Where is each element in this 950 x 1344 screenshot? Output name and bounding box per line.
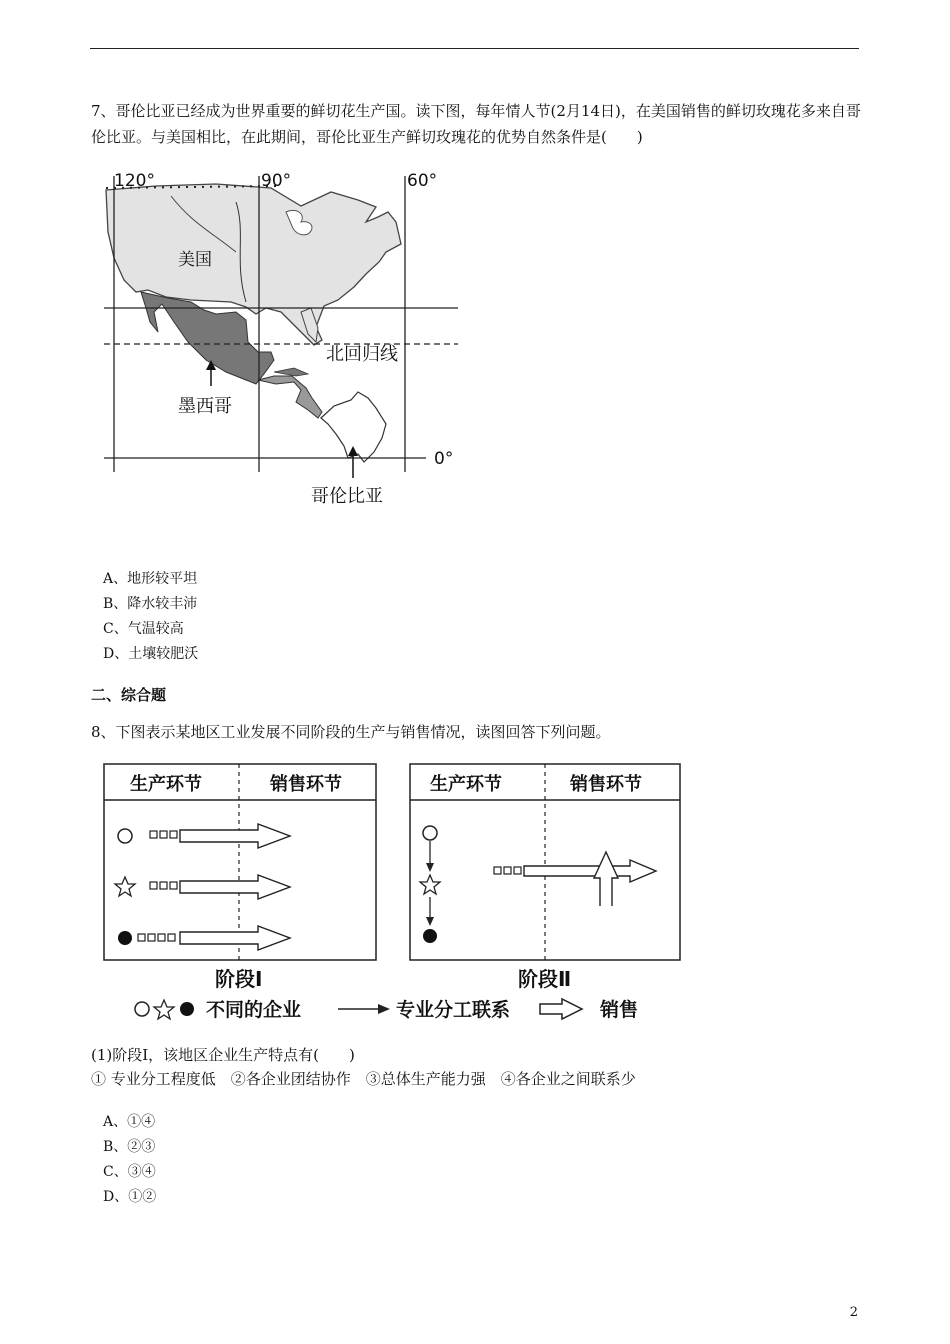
legend-enterprises: 不同的企业 — [206, 999, 302, 1021]
legend-link: 专业分工联系 — [396, 999, 511, 1021]
lon-120-label: 120° — [114, 171, 155, 191]
header-rule — [90, 48, 859, 49]
q8-option-a: A、①④ — [103, 1114, 156, 1130]
q8-option-d: D、①② — [103, 1189, 157, 1205]
mexico-label: 墨西哥 — [178, 396, 232, 417]
lon-60-label: 60° — [407, 171, 438, 191]
section-heading: 二、综合题 — [91, 686, 167, 704]
question-7-text: 7、哥伦比亚已经成为世界重要的鲜切花生产国。读下图，每年情人节(2月14日)，在美国销售的鲜切玫瑰花多来自哥伦比亚。与美国相比，在此期间，哥伦比亚生产鲜切玫瑰花的优势自然条件是( ) — [91, 102, 861, 146]
colombia-label: 哥伦比亚 — [311, 486, 383, 507]
q8-option-c: C、③④ — [103, 1164, 156, 1180]
q7-option-c: C、气温较高 — [103, 621, 184, 637]
lat-0-label: 0° — [434, 449, 454, 469]
stage2-sales-header: 销售环节 — [570, 774, 642, 795]
stage1-sales-header: 销售环节 — [270, 774, 342, 795]
tropic-label: 北回归线 — [326, 344, 398, 365]
lon-90-label: 90° — [261, 171, 292, 191]
legend-sale: 销售 — [600, 999, 639, 1021]
stage2-production-header: 生产环节 — [430, 774, 502, 795]
q7-option-b: B、降水较丰沛 — [103, 596, 198, 612]
question-8-sub1: (1)阶段Ⅰ，该地区企业生产特点有( ) — [91, 1046, 355, 1064]
stage-diagram — [100, 760, 690, 1028]
q7-option-d: D、土壤较肥沃 — [103, 646, 199, 662]
q8-option-b: B、②③ — [103, 1139, 156, 1155]
question-8-statements: ① 专业分工程度低 ②各企业团结协作 ③总体生产能力强 ④各企业之间联系少 — [91, 1070, 636, 1088]
q7-option-a: A、地形较平坦 — [103, 571, 198, 587]
page-number: 2 — [849, 1305, 858, 1320]
stage1-label: 阶段Ⅰ — [215, 967, 263, 991]
usa-label: 美国 — [178, 250, 212, 270]
stage1-production-header: 生产环节 — [130, 774, 202, 795]
stage2-label: 阶段Ⅱ — [518, 967, 572, 991]
map-figure — [96, 162, 466, 512]
question-8-text: 8、下图表示某地区工业发展不同阶段的生产与销售情况，读图回答下列问题。 — [91, 723, 611, 741]
